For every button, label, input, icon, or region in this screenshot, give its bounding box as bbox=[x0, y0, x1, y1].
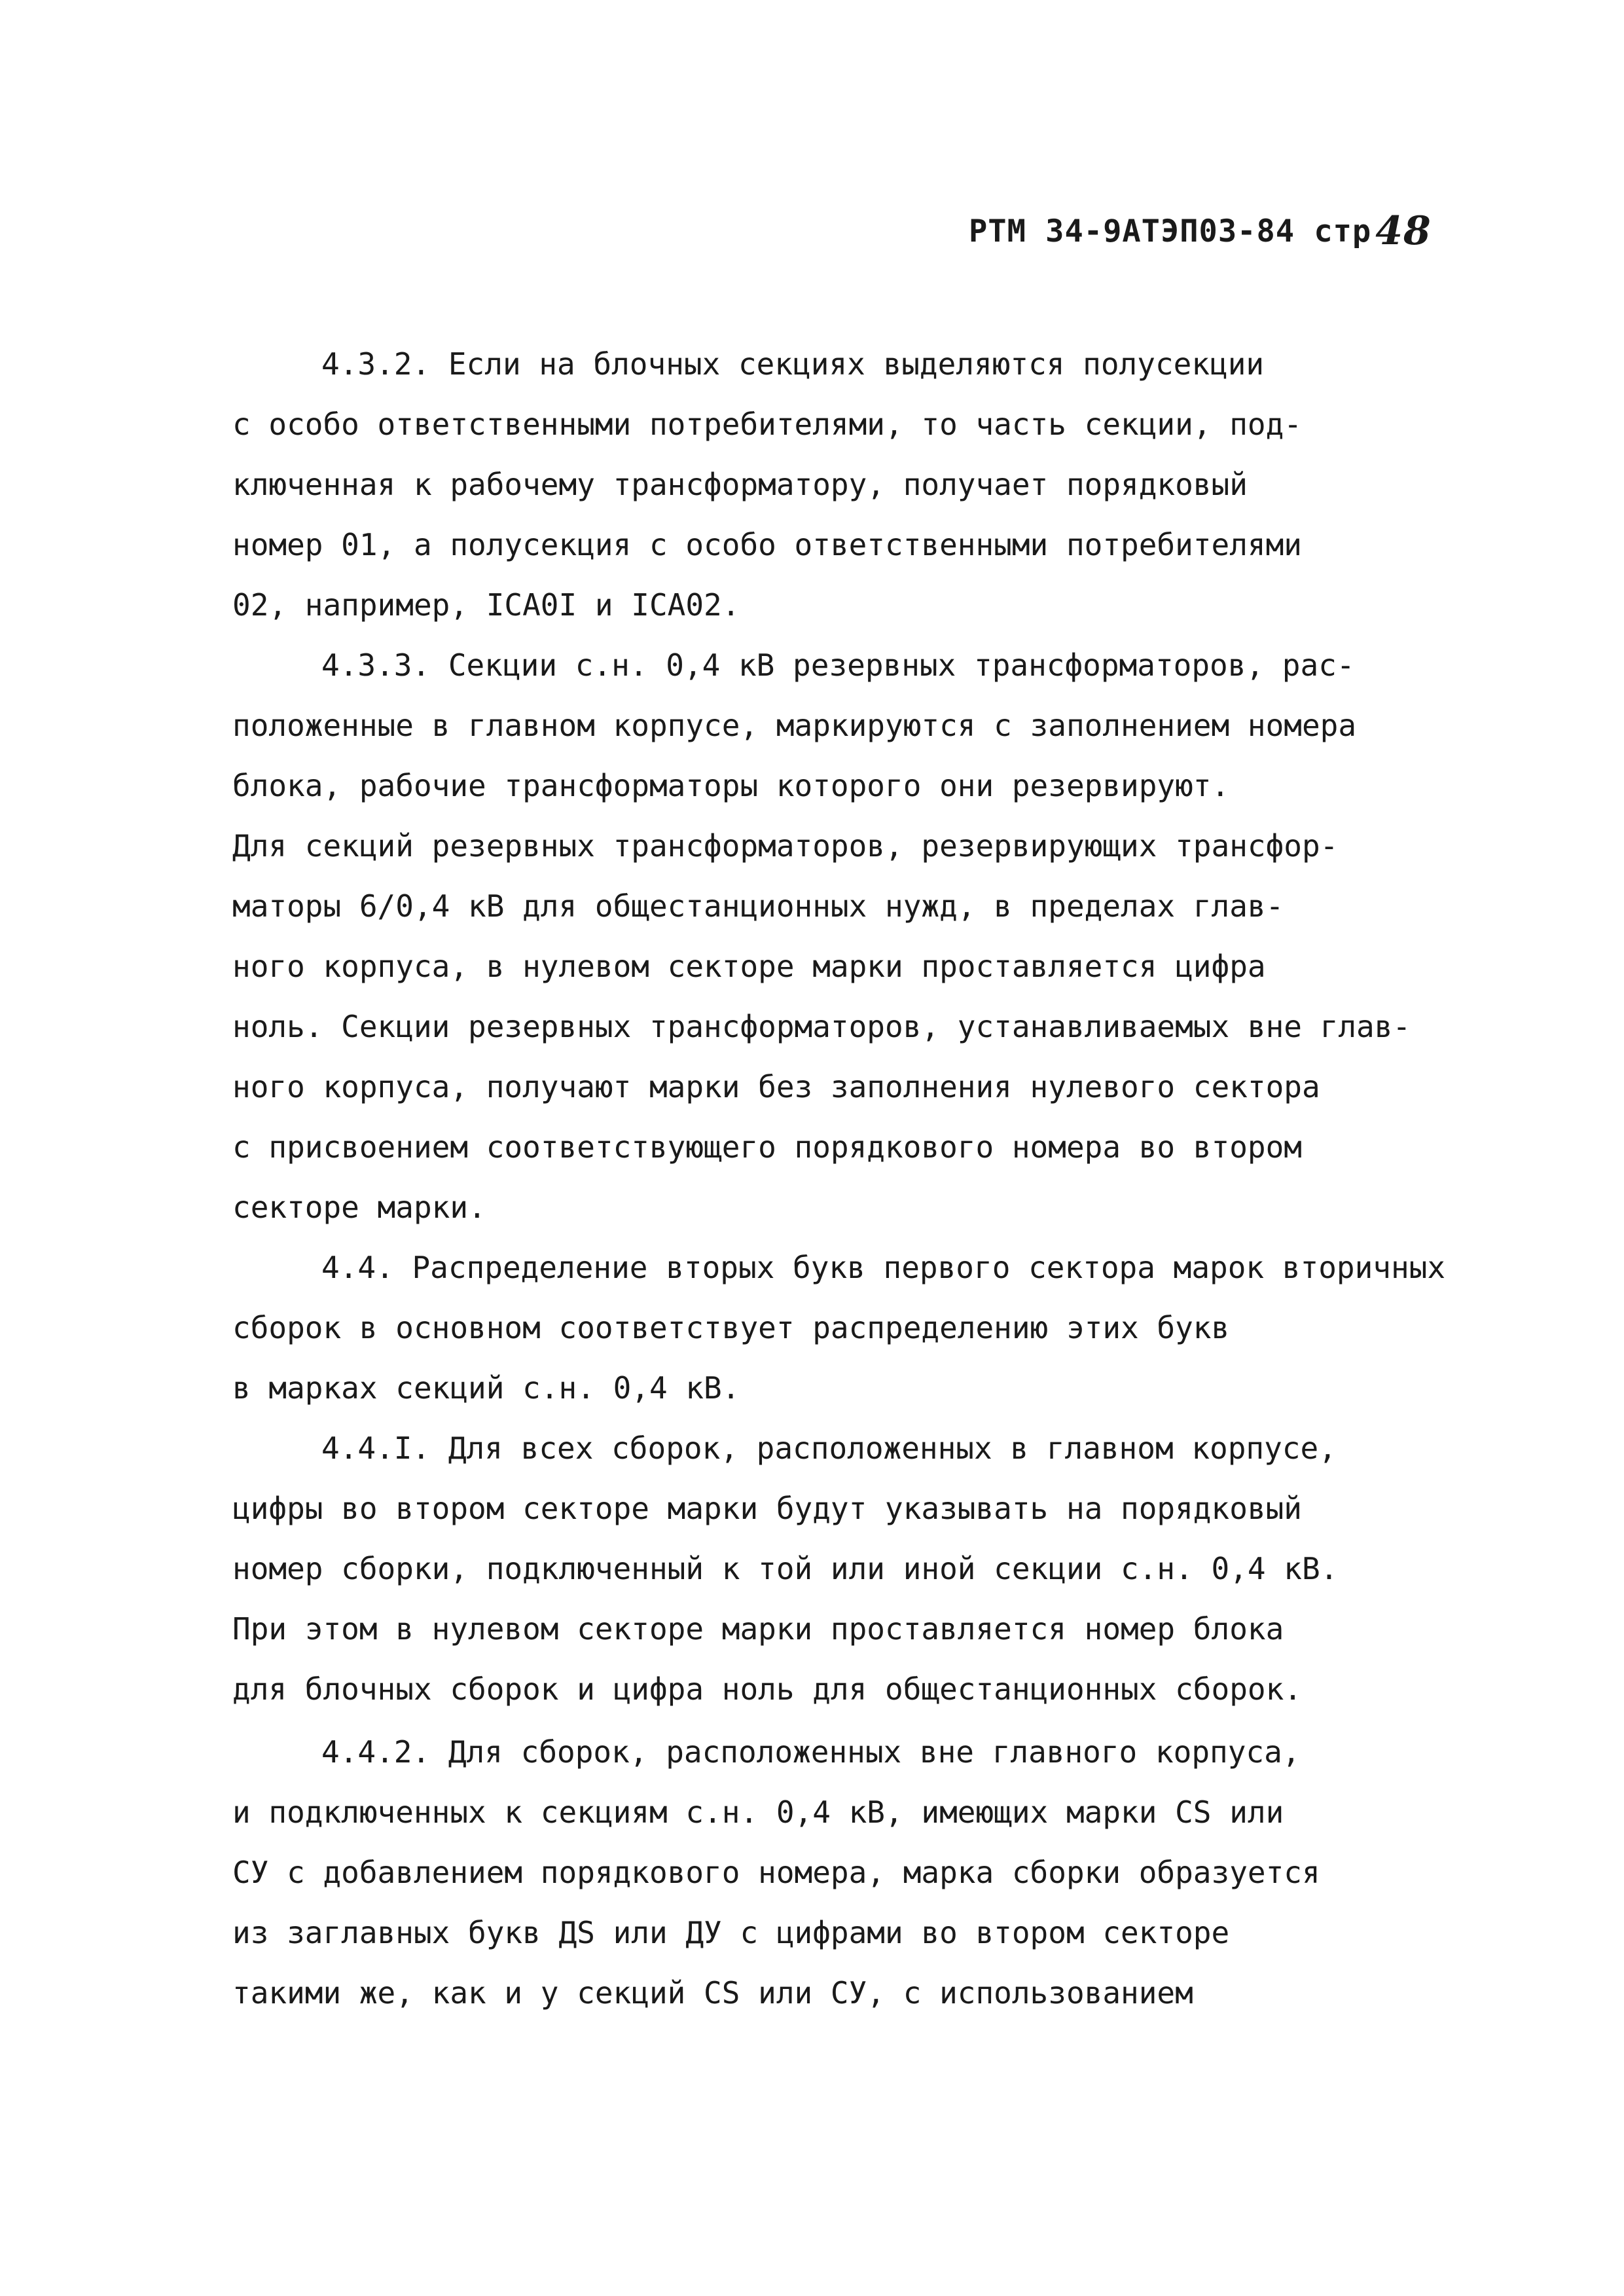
text-line: положенные в главном корпусе, маркируются с заполнением номера bbox=[232, 708, 1357, 743]
text-line: из заглавных букв ДS или ДУ с цифрами во втором секторе bbox=[232, 1915, 1230, 1950]
text-line: ноль. Секции резервных трансформаторов, устанавливаемых вне глав- bbox=[232, 1009, 1411, 1044]
text-line: с присвоением соответствующего порядкового номера во втором bbox=[232, 1129, 1302, 1165]
paragraph-4-3-3 bbox=[232, 635, 1443, 1237]
text-line: ного корпуса, получают марки без заполнения нулевого сектора bbox=[232, 1069, 1320, 1104]
text-line: такими же, как и у секций CS или СУ, с использованием bbox=[232, 1975, 1193, 2011]
page-header bbox=[969, 208, 1432, 254]
text-line: для блочных сборок и цифра ноль для общестанционных сборок. bbox=[232, 1671, 1302, 1707]
text-line: цифры во втором секторе марки будут указывать на порядковый bbox=[232, 1491, 1302, 1526]
text-line: секторе марки. bbox=[232, 1190, 486, 1225]
text-line: номер 01, а полусекция с особо ответственными потребителями bbox=[232, 527, 1302, 562]
text-line: Для секций резервных трансформаторов, резервирующих трансфор- bbox=[232, 828, 1339, 864]
text-line: сборок в основном соответствует распределению этих букв bbox=[232, 1310, 1230, 1345]
text-line: 02, например, ICA0I и ICA02. bbox=[232, 587, 740, 623]
text-line: с особо ответственными потребителями, то часть секции, под- bbox=[232, 407, 1302, 442]
text-line: маторы 6/0,4 кВ для общестанционных нужд, в пределах глав- bbox=[232, 888, 1284, 924]
text-line: 4.4.2. Для сборок, расположенных вне главного корпуса, bbox=[321, 1734, 1301, 1770]
text-line: 4.4. Распределение вторых букв первого сектора марок вторичных bbox=[321, 1250, 1446, 1285]
text-line: 4.4.I. Для всех сборок, расположенных в главном корпусе, bbox=[321, 1430, 1337, 1466]
paragraph-4-4 bbox=[232, 1237, 1446, 1418]
text-line: и подключенных к секциям с.н. 0,4 кВ, имеющих марки CS или bbox=[232, 1795, 1284, 1830]
paragraph-4-4-2 bbox=[232, 1722, 1443, 2023]
body-text bbox=[232, 334, 1446, 2023]
text-line: ного корпуса, в нулевом секторе марки проставляется цифра bbox=[232, 949, 1266, 984]
text-line: СУ с добавлением порядкового номера, марка сборки образуется bbox=[232, 1855, 1320, 1890]
text-line: При этом в нулевом секторе марки проставляется номер блока bbox=[232, 1611, 1284, 1647]
text-line: блока, рабочие трансформаторы которого они резервируют. bbox=[232, 768, 1230, 803]
page-number: 48 bbox=[1375, 208, 1432, 254]
text-line: в марках секций с.н. 0,4 кВ. bbox=[232, 1370, 740, 1406]
paragraph-4-4-1 bbox=[232, 1418, 1443, 1719]
document-code: РТМ 34-9АТЭП03-84 стр bbox=[969, 213, 1372, 249]
text-line: 4.3.2. Если на блочных секциях выделяются полусекции bbox=[321, 346, 1265, 382]
text-line: 4.3.3. Секции с.н. 0,4 кВ резервных трансформаторов, рас- bbox=[321, 647, 1355, 683]
text-line: ключенная к рабочему трансформатору, получает порядковый bbox=[232, 467, 1248, 502]
text-line: номер сборки, подключенный к той или иной секции с.н. 0,4 кВ. bbox=[232, 1551, 1339, 1586]
paragraph-4-3-2 bbox=[232, 334, 1443, 635]
